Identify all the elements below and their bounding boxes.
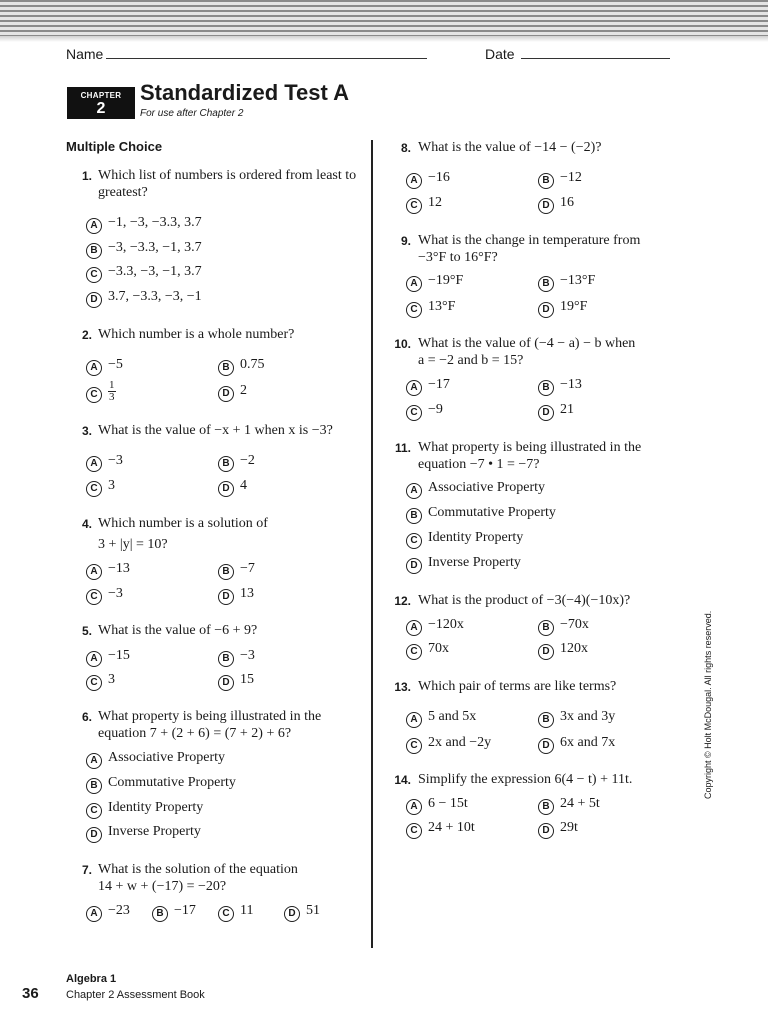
answer-text: −12 bbox=[560, 170, 582, 185]
chapter-badge bbox=[67, 87, 135, 119]
bubble-d: D bbox=[406, 558, 422, 574]
answer-option[interactable] bbox=[406, 170, 450, 189]
question-text-line-1: What property is being illustrated in the bbox=[418, 440, 642, 455]
answer-option[interactable] bbox=[86, 903, 130, 922]
answer-text: Associative Property bbox=[428, 480, 546, 495]
bubble-a: A bbox=[406, 712, 422, 728]
bubble-d: D bbox=[538, 198, 554, 214]
bubble-c: C bbox=[406, 198, 422, 214]
answer-option[interactable] bbox=[86, 357, 123, 376]
answer-text: Inverse Property bbox=[108, 824, 201, 839]
answer-text: 29t bbox=[560, 820, 578, 835]
bubble-b: B bbox=[218, 456, 234, 472]
answer-option[interactable] bbox=[86, 800, 203, 819]
answer-option[interactable] bbox=[86, 824, 201, 843]
bubble-c: C bbox=[86, 481, 102, 497]
answer-text: 2x and −2y bbox=[428, 735, 492, 750]
answer-option[interactable] bbox=[86, 453, 123, 472]
header-stripes bbox=[0, 0, 768, 36]
bubble-d: D bbox=[284, 906, 300, 922]
answer-option[interactable] bbox=[406, 402, 443, 421]
answer-text: 3x and 3y bbox=[560, 709, 616, 724]
answer-text: 3.7, −3.3, −3, −1 bbox=[108, 289, 202, 304]
bubble-b: B bbox=[538, 173, 554, 189]
answer-text: −13 bbox=[108, 561, 130, 576]
bubble-b: B bbox=[538, 712, 554, 728]
question-text-line-1: What is the change in temperature from bbox=[418, 233, 641, 248]
answer-option[interactable] bbox=[406, 505, 556, 524]
answer-option[interactable] bbox=[218, 586, 254, 605]
bubble-c: C bbox=[86, 267, 102, 283]
answer-option[interactable] bbox=[406, 617, 464, 636]
question-text-line-2: 3 + |y| = 10? bbox=[98, 537, 168, 552]
question-number: 8. bbox=[400, 141, 411, 155]
answer-option[interactable] bbox=[86, 264, 202, 283]
bubble-c: C bbox=[406, 644, 422, 660]
answer-option[interactable] bbox=[406, 273, 463, 292]
answer-text: −19°F bbox=[428, 273, 464, 288]
bubble-b: B bbox=[218, 564, 234, 580]
bubble-a: A bbox=[406, 620, 422, 636]
bubble-d: D bbox=[218, 481, 234, 497]
answer-text: 13 bbox=[240, 586, 254, 601]
question-text: Which pair of terms are like terms? bbox=[418, 679, 617, 694]
question-text: What is the value of −6 + 9? bbox=[98, 623, 258, 638]
answer-text: −9 bbox=[428, 402, 443, 417]
question-text-line-2: a = −2 and b = 15? bbox=[418, 353, 524, 368]
bubble-a: A bbox=[86, 906, 102, 922]
answer-option[interactable] bbox=[406, 555, 521, 574]
answer-option[interactable] bbox=[86, 672, 115, 691]
answer-text: 24 + 5t bbox=[560, 796, 600, 811]
answer-option[interactable] bbox=[218, 903, 253, 922]
answer-option[interactable] bbox=[86, 478, 115, 497]
bubble-b: B bbox=[86, 243, 102, 259]
question-text-line-1: What property is being illustrated in the bbox=[98, 709, 322, 724]
page-title: Standardized Test A bbox=[140, 80, 350, 105]
answer-option[interactable] bbox=[284, 903, 320, 922]
bubble-c: C bbox=[86, 675, 102, 691]
bubble-d: D bbox=[86, 827, 102, 843]
answer-text: 6x and 7x bbox=[560, 735, 616, 750]
bubble-b: B bbox=[406, 508, 422, 524]
answer-option[interactable] bbox=[406, 377, 450, 396]
answer-text: −13 bbox=[560, 377, 582, 392]
bubble-b: B bbox=[218, 651, 234, 667]
question-text-line-2: 14 + w + (−17) = −20? bbox=[98, 879, 227, 894]
bubble-a: A bbox=[86, 753, 102, 769]
answer-option[interactable] bbox=[218, 357, 265, 376]
answer-text: 16 bbox=[560, 195, 574, 210]
answer-text: 24 + 10t bbox=[428, 820, 475, 835]
answer-option[interactable] bbox=[406, 709, 476, 728]
bubble-d: D bbox=[538, 644, 554, 660]
answer-text: 120x bbox=[560, 641, 588, 656]
answer-option[interactable] bbox=[218, 648, 255, 667]
bubble-d: D bbox=[218, 589, 234, 605]
question-number: 2. bbox=[81, 328, 92, 342]
answer-option[interactable] bbox=[406, 735, 491, 754]
answer-option[interactable] bbox=[406, 641, 449, 660]
answer-option[interactable] bbox=[86, 240, 202, 259]
question-text: Which number is a whole number? bbox=[98, 327, 295, 342]
footer-book-subtitle: Chapter 2 Assessment Book bbox=[66, 989, 205, 1001]
answer-option[interactable] bbox=[538, 377, 582, 396]
answer-option[interactable] bbox=[538, 273, 595, 292]
bubble-b: B bbox=[538, 380, 554, 396]
answer-text: −3.3, −3, −1, 3.7 bbox=[108, 264, 202, 279]
answer-text: −1, −3, −3.3, 3.7 bbox=[108, 215, 202, 230]
column-divider bbox=[371, 140, 373, 948]
bubble-c: C bbox=[406, 302, 422, 318]
bubble-b: B bbox=[538, 799, 554, 815]
question-number: 1. bbox=[81, 169, 92, 183]
bubble-d: D bbox=[538, 302, 554, 318]
answer-text: 70x bbox=[428, 641, 449, 656]
answer-fraction bbox=[108, 380, 116, 403]
answer-option[interactable] bbox=[86, 750, 225, 769]
answer-text: −3 bbox=[108, 586, 123, 601]
answer-option[interactable] bbox=[538, 820, 578, 839]
answer-option[interactable] bbox=[86, 586, 123, 605]
answer-option[interactable] bbox=[538, 299, 587, 318]
bubble-d: D bbox=[218, 675, 234, 691]
bubble-b: B bbox=[218, 360, 234, 376]
bubble-a: A bbox=[86, 564, 102, 580]
footer-book-title: Algebra 1 bbox=[66, 973, 117, 985]
bubble-d: D bbox=[538, 405, 554, 421]
answer-option[interactable] bbox=[86, 775, 236, 794]
question-text-line-1: What is the solution of the equation bbox=[98, 862, 298, 877]
answer-option[interactable] bbox=[538, 709, 615, 728]
name-label: Name bbox=[66, 46, 104, 62]
answer-text: Identity Property bbox=[428, 530, 524, 545]
page-number: 36 bbox=[22, 985, 39, 1002]
answer-option[interactable] bbox=[86, 648, 130, 667]
answer-option[interactable] bbox=[218, 383, 247, 402]
answer-text: 6 − 15t bbox=[428, 796, 468, 811]
bubble-b: B bbox=[152, 906, 168, 922]
fraction-denominator: 3 bbox=[109, 391, 115, 403]
bubble-c: C bbox=[86, 589, 102, 605]
question-number: 14. bbox=[394, 773, 411, 787]
bubble-a: A bbox=[86, 651, 102, 667]
bubble-a: A bbox=[86, 218, 102, 234]
question-text-line-1: Which number is a solution of bbox=[98, 516, 268, 531]
question-text-line-2: −3°F to 16°F? bbox=[418, 250, 498, 265]
answer-text: Identity Property bbox=[108, 800, 204, 815]
answer-option[interactable] bbox=[538, 641, 588, 660]
answer-text: 15 bbox=[240, 672, 254, 687]
question-number: 5. bbox=[81, 624, 92, 638]
answer-option[interactable] bbox=[86, 380, 116, 403]
answer-text: Commutative Property bbox=[108, 775, 236, 790]
answer-text: 3 bbox=[108, 672, 115, 687]
bubble-c: C bbox=[406, 823, 422, 839]
copyright-notice: Copyright © Holt McDougal. All rights reserved. bbox=[703, 610, 713, 799]
name-field[interactable] bbox=[106, 58, 427, 59]
bubble-c: C bbox=[86, 387, 102, 403]
answer-text: 2 bbox=[240, 383, 247, 398]
bubble-a: A bbox=[86, 360, 102, 376]
answer-option[interactable] bbox=[406, 530, 523, 549]
answer-text: −120x bbox=[428, 617, 464, 632]
bubble-d: D bbox=[538, 738, 554, 754]
answer-text: −13°F bbox=[560, 273, 596, 288]
question-number: 10. bbox=[394, 337, 411, 351]
bubble-b: B bbox=[86, 778, 102, 794]
answer-text: −17 bbox=[174, 903, 196, 918]
answer-option[interactable] bbox=[538, 735, 615, 754]
question-text: What is the product of −3(−4)(−10x)? bbox=[418, 593, 631, 608]
answer-text: 21 bbox=[560, 402, 574, 417]
date-label: Date bbox=[485, 46, 515, 62]
answer-text: 4 bbox=[240, 478, 247, 493]
bubble-b: B bbox=[538, 620, 554, 636]
answer-text: 12 bbox=[428, 195, 442, 210]
answer-text: −70x bbox=[560, 617, 589, 632]
bubble-a: A bbox=[406, 799, 422, 815]
fraction-numerator: 1 bbox=[109, 379, 115, 391]
answer-text: 51 bbox=[306, 903, 320, 918]
answer-text: 11 bbox=[240, 903, 254, 918]
question-number: 11. bbox=[394, 441, 411, 455]
question-text-line-2: equation −7 • 1 = −7? bbox=[418, 457, 540, 472]
answer-text: −7 bbox=[240, 561, 255, 576]
answer-option[interactable] bbox=[86, 561, 130, 580]
answer-option[interactable] bbox=[406, 299, 455, 318]
bubble-d: D bbox=[538, 823, 554, 839]
answer-text: −3 bbox=[240, 648, 255, 663]
answer-option[interactable] bbox=[538, 195, 574, 214]
answer-text: 19°F bbox=[560, 299, 588, 314]
answer-option[interactable] bbox=[218, 561, 255, 580]
bubble-a: A bbox=[86, 456, 102, 472]
answer-text: −5 bbox=[108, 357, 123, 372]
bubble-d: D bbox=[86, 292, 102, 308]
question-text: Simplify the expression 6(4 − t) + 11t. bbox=[418, 772, 633, 787]
question-number: 9. bbox=[400, 234, 411, 248]
answer-text: −2 bbox=[240, 453, 255, 468]
answer-option[interactable] bbox=[86, 289, 202, 308]
answer-text: −23 bbox=[108, 903, 130, 918]
answer-text: 0.75 bbox=[240, 357, 265, 372]
bubble-c: C bbox=[218, 906, 234, 922]
answer-text: −17 bbox=[428, 377, 450, 392]
question-text-line-1: What is the value of (−4 − a) − b when bbox=[418, 336, 636, 351]
answer-option[interactable] bbox=[406, 195, 442, 214]
question-text-line-2: equation 7 + (2 + 6) = (7 + 2) + 6? bbox=[98, 726, 292, 741]
question-number: 12. bbox=[394, 594, 411, 608]
answer-option[interactable] bbox=[406, 820, 475, 839]
answer-option[interactable] bbox=[538, 170, 582, 189]
answer-text: 13°F bbox=[428, 299, 456, 314]
answer-option[interactable] bbox=[538, 402, 574, 421]
page-subtitle: For use after Chapter 2 bbox=[140, 108, 244, 119]
answer-option[interactable] bbox=[218, 478, 247, 497]
answer-text: −3 bbox=[108, 453, 123, 468]
bubble-a: A bbox=[406, 173, 422, 189]
question-number: 3. bbox=[81, 424, 92, 438]
question-number: 6. bbox=[81, 710, 92, 724]
answer-option[interactable] bbox=[86, 215, 202, 234]
answer-text: Commutative Property bbox=[428, 505, 556, 520]
question-number: 4. bbox=[81, 517, 92, 531]
answer-option[interactable] bbox=[152, 903, 196, 922]
answer-text: 3 bbox=[108, 478, 115, 493]
answer-option[interactable] bbox=[406, 480, 545, 499]
answer-option[interactable] bbox=[538, 796, 600, 815]
answer-text: −16 bbox=[428, 170, 450, 185]
answer-text: −3, −3.3, −1, 3.7 bbox=[108, 240, 202, 255]
bubble-b: B bbox=[538, 276, 554, 292]
date-field[interactable] bbox=[521, 58, 670, 59]
question-text: Which list of numbers is ordered from least to greatest? bbox=[98, 168, 357, 200]
answer-option[interactable] bbox=[538, 617, 589, 636]
chapter-label: CHAPTER bbox=[80, 91, 122, 100]
answer-option[interactable] bbox=[406, 796, 468, 815]
section-heading: Multiple Choice bbox=[66, 139, 163, 154]
question-text: What is the value of −x + 1 when x is −3? bbox=[98, 423, 333, 438]
answer-option[interactable] bbox=[218, 672, 254, 691]
answer-text: Inverse Property bbox=[428, 555, 521, 570]
bubble-c: C bbox=[406, 738, 422, 754]
chapter-number: 2 bbox=[96, 100, 106, 117]
question-text: What is the value of −14 − (−2)? bbox=[418, 140, 602, 155]
bubble-c: C bbox=[406, 405, 422, 421]
answer-text: Associative Property bbox=[108, 750, 226, 765]
bubble-d: D bbox=[218, 386, 234, 402]
bubble-a: A bbox=[406, 380, 422, 396]
answer-text: 5 and 5x bbox=[428, 709, 477, 724]
question-number: 7. bbox=[81, 863, 92, 877]
answer-text: −15 bbox=[108, 648, 130, 663]
bubble-a: A bbox=[406, 483, 422, 499]
bubble-c: C bbox=[406, 533, 422, 549]
question-number: 13. bbox=[394, 680, 411, 694]
bubble-a: A bbox=[406, 276, 422, 292]
bubble-c: C bbox=[86, 803, 102, 819]
answer-option[interactable] bbox=[218, 453, 255, 472]
